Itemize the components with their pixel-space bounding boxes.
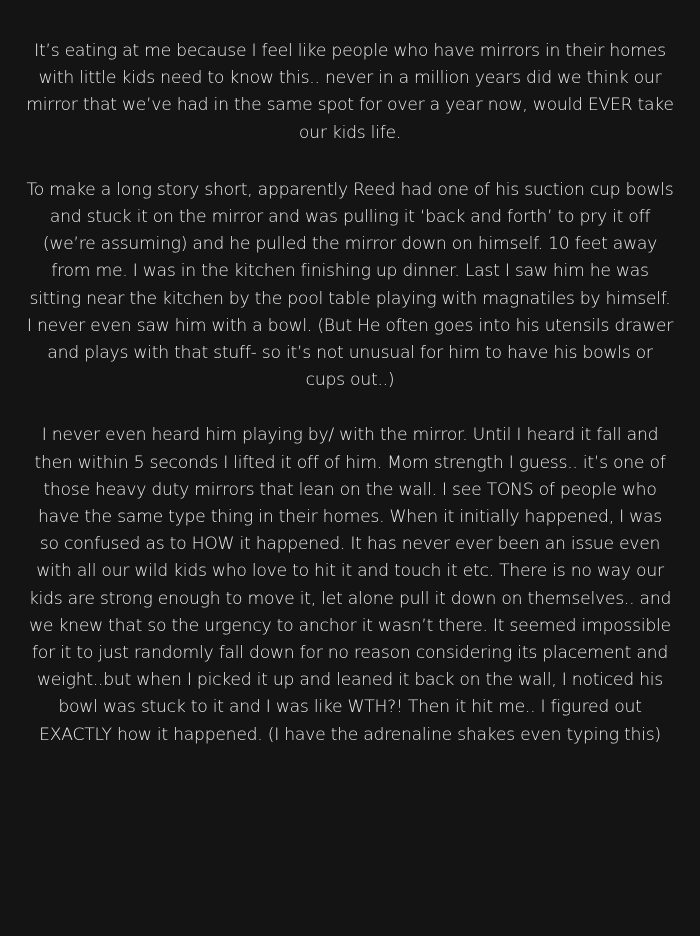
story-paragraph-2: To make a long story short, apparently Reed had one of his suction cup bowls and stuck it on the mirror and was pulling it ‘back and forth’ to pry it off (we’re assuming) and he pulled the mirror down on himself. 10 feet away from me. I was in the kitchen finishing up dinner. Last I saw him he was sitting near the kitchen by the pool table playing with magnatiles by himself. I never even saw him with a bowl. (But He often goes into his utensils drawer and plays with that stuff- so it’s not unusual for him to have his bowls or cups out..) <box>26 179 674 391</box>
story-paragraph-3: I never even heard him playing by/ with the mirror. Until I heard it fall and then within 5 seconds I lifted it off of him. Mom strength I guess.. it’s one of those heavy duty mirrors that lean on the wall. I see TONS of people who have the same type thing in their homes. When it initially happened, I was so confused as to HOW it happened. It has never ever been an issue even with all our wild kids who love to hit it and touch it etc. There is no way our kids are strong enough to move it, let alone pull it down on themselves.. and we knew that so the urgency to anchor it wasn’t there. It seemed impossible for it to just randomly fall down for no reason considering its placement and weight..but when I picked it up and leaned it back on the wall, I noticed his bowl was stuck to it and I was like WTH?! Then it hit me.. I figured out EXACTLY how it happened. (I have the adrenaline shakes even typing this) <box>28 425 672 745</box>
story-paragraph-1: It’s eating at me because I feel like people who have mirrors in their homes with little kids need to know this.. never in a million years did we think our mirror that we’ve had in the same spot for over a year now, would EVER take our kids life. <box>26 41 674 143</box>
paragraph-spacer <box>26 394 674 422</box>
paragraph-spacer <box>26 147 674 177</box>
